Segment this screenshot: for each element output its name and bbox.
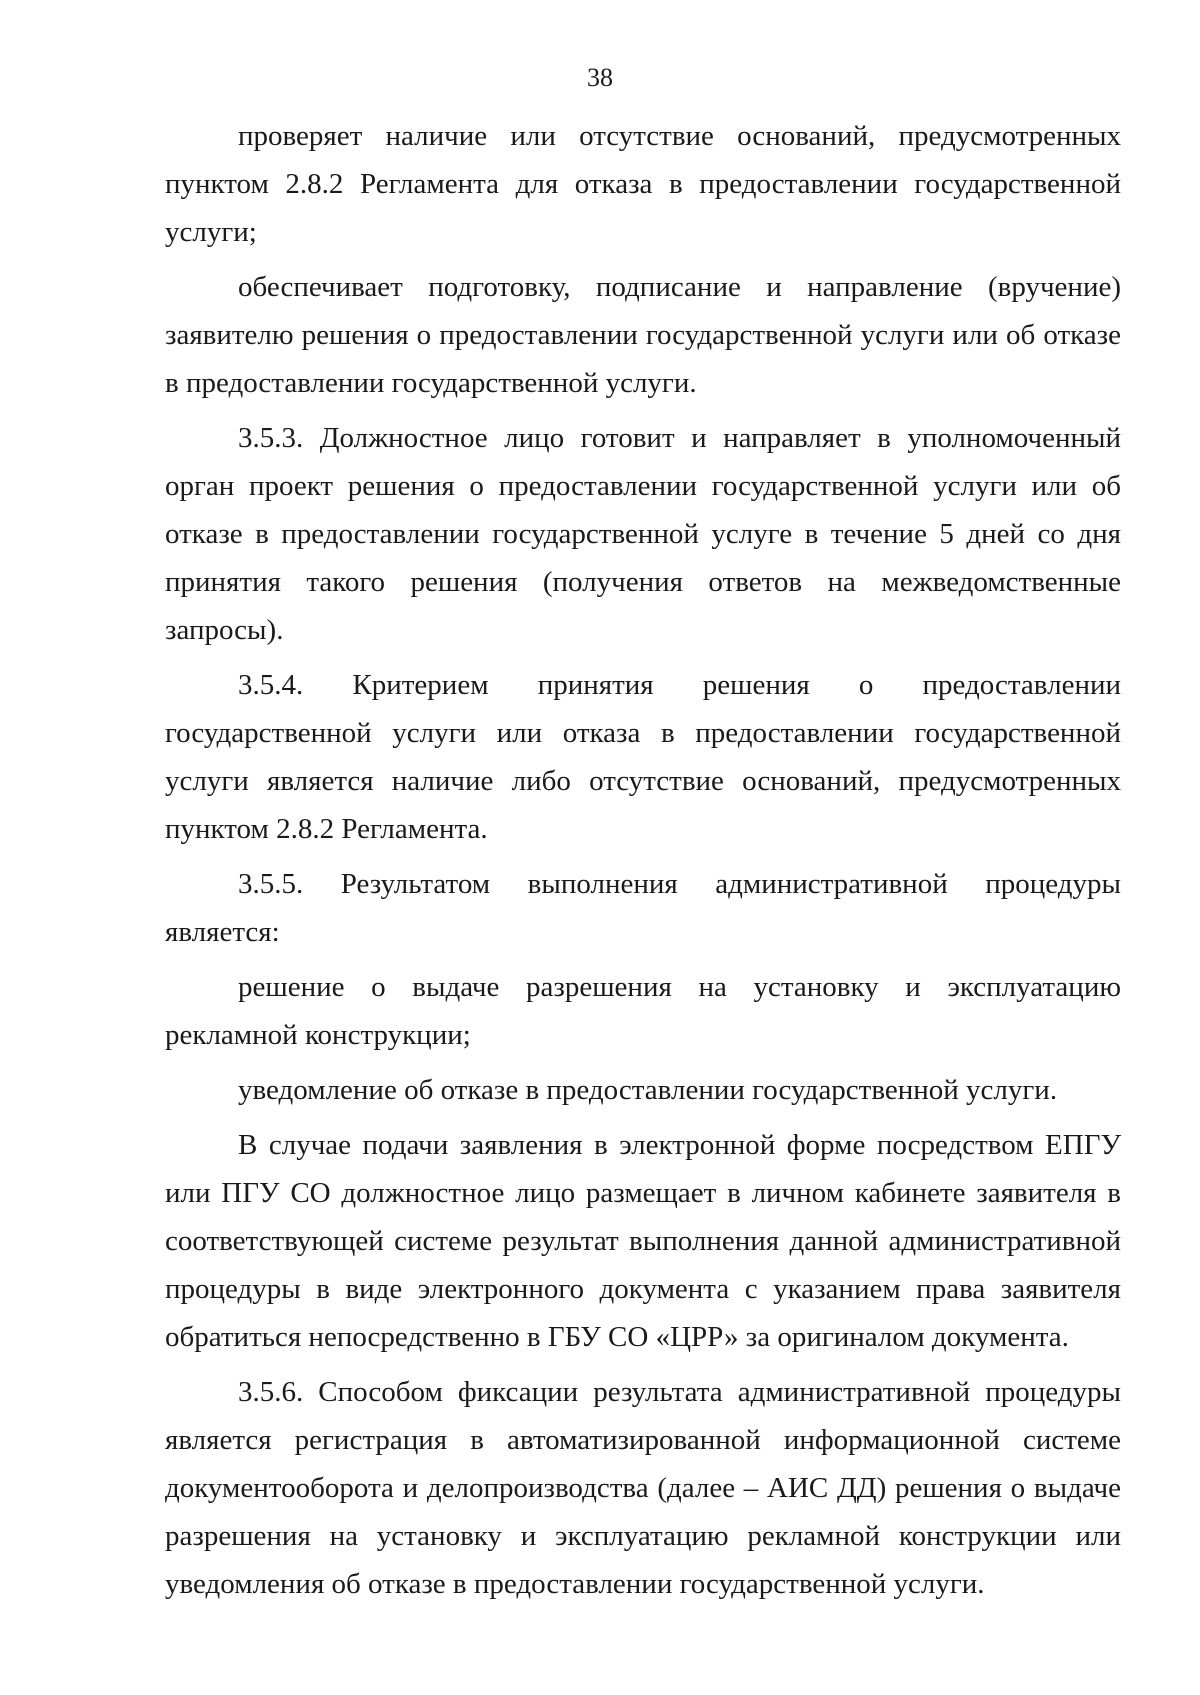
paragraph-3-5-3: 3.5.3. Должностное лицо готовит и направляет в уполномоченный орган проект решения о предоставлении государственной услуги или об отказе в предоставлении государственной услуге в течение 5 дней со дня принятия такого решения (получения ответов на межведомственные запросы). — [165, 422, 1121, 646]
paragraph-check-grounds: проверяет наличие или отсутствие оснований, предусмотренных пунктом 2.8.2 Регламента для отказа в предоставлении государственной услуги; — [165, 120, 1121, 248]
paragraph-electronic-submission: В случае подачи заявления в электронной форме посредством ЕПГУ или ПГУ СО должностное лицо размещает в личном кабинете заявителя в соответствующей системе результат выполнения данной административной процедуры в виде электронного документа с указанием права заявителя обратиться непосредственно в ГБУ СО «ЦРР» за оригиналом документа. — [165, 1129, 1121, 1353]
page-number: 38 — [587, 63, 613, 92]
paragraph-permit-decision: решение о выдаче разрешения на установку и эксплуатацию рекламной конструкции; — [165, 971, 1121, 1051]
paragraph-refusal-notice: уведомление об отказе в предоставлении государственной услуги. — [238, 1074, 1058, 1106]
paragraph-ensure-preparation: обеспечивает подготовку, подписание и направление (вручение) заявителю решения о предоставлении государственной услуги или об отказе в предоставлении государственной услуги. — [165, 271, 1121, 399]
paragraph-3-5-6: 3.5.6. Способом фиксации результата административной процедуры является регистрация в автоматизированной информационной системе документооборота и делопроизводства (далее – АИС ДД) решения о выдаче разрешения на установку и эксплуатацию рекламной конструкции или уведомления об отказе в предоставлении государственной услуги. — [165, 1376, 1121, 1600]
document-body — [165, 112, 1121, 1615]
paragraph-3-5-4: 3.5.4. Критерием принятия решения о предоставлении государственной услуги или отказа в предоставлении государственной услуги является наличие либо отсутствие оснований, предусмотренных пунктом 2.8.2 Регламента. — [165, 669, 1121, 845]
paragraph-3-5-5: 3.5.5. Результатом выполнения административной процедуры является: — [165, 868, 1121, 948]
